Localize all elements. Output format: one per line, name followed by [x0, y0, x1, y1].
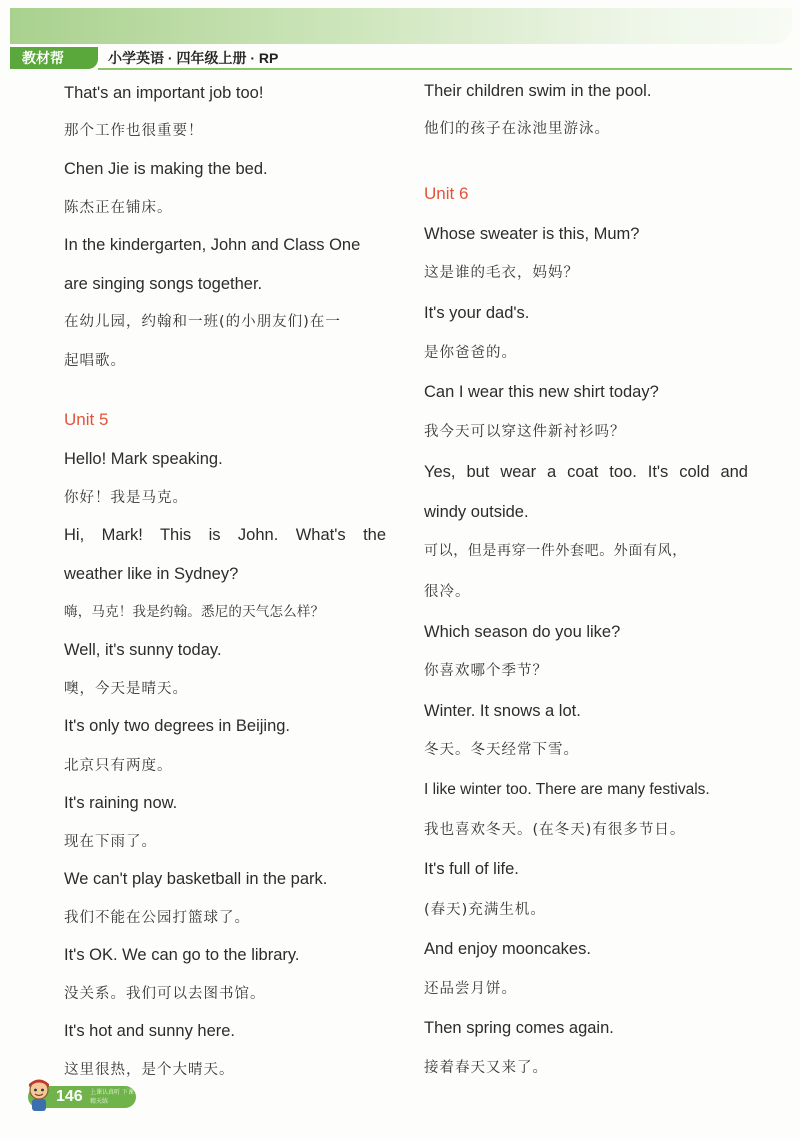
text-line-zh: 还品尝月饼。 — [424, 981, 517, 997]
text-line-zh: 我也喜欢冬天。(在冬天)有很多节日。 — [424, 822, 686, 838]
text-line-en: And enjoy mooncakes. — [424, 940, 591, 958]
text-line-zh: 你好！我是马克。 — [64, 490, 188, 506]
text-line-zh: 这里很热，是个大晴天。 — [64, 1062, 235, 1078]
text-line-zh: 那个工作也很重要！ — [64, 123, 204, 139]
text-line-en: I like winter too. There are many festivals. — [424, 781, 710, 798]
text-line-zh: 嗨，马克！我是约翰。悉尼的天气怎么样？ — [64, 604, 325, 620]
text-line-en: Which season do you like? — [424, 623, 621, 641]
text-line-zh: 没关系。我们可以去图书馆。 — [64, 986, 266, 1002]
text-line-zh: 噢，今天是晴天。 — [64, 681, 188, 697]
text-line-zh: 很冷。 — [424, 584, 471, 600]
text-line-en: Can I wear this new shirt today? — [424, 383, 659, 401]
text-line-zh: 我们不能在公园打篮球了。 — [64, 910, 250, 926]
text-line-zh: 接着春天又来了。 — [424, 1060, 548, 1076]
page-tagline: 上课认真听 下课精天练 — [90, 1089, 134, 1105]
text-line-en: weather like in Sydney? — [64, 565, 239, 583]
text-line-zh: 可以，但是再穿一件外套吧。外面有风， — [424, 543, 687, 559]
text-line-en: Hi, Mark! This is John. What's the — [64, 526, 386, 544]
text-line-zh: 陈杰正在铺床。 — [64, 200, 173, 216]
text-line-en: Winter. It snows a lot. — [424, 702, 581, 720]
text-line-en: It's your dad's. — [424, 304, 530, 322]
text-line-en: Whose sweater is this, Mum? — [424, 225, 640, 243]
text-line-en: It's only two degrees in Beijing. — [64, 717, 291, 735]
text-line-zh: 冬天。冬天经常下雪。 — [424, 742, 579, 758]
text-line-zh: 现在下雨了。 — [64, 834, 157, 850]
text-line-zh: (春天)充满生机。 — [424, 902, 546, 918]
text-line-en: It's full of life. — [424, 860, 519, 878]
text-line-en: That's an important job too! — [64, 84, 264, 102]
text-line-en: We can't play basketball in the park. — [64, 870, 328, 888]
text-line-zh: 起唱歌。 — [64, 353, 126, 369]
brand-label: 教材帮 — [10, 47, 98, 69]
text-line-en: Hello! Mark speaking. — [64, 450, 223, 468]
text-line-zh: 你喜欢哪个季节？ — [424, 663, 548, 679]
text-line-zh: 是你爸爸的。 — [424, 345, 517, 361]
text-line-en: Yes, but wear a coat too. It's cold and — [424, 463, 748, 481]
text-line-zh: 他们的孩子在泳池里游泳。 — [424, 121, 610, 137]
text-line-en: Chen Jie is making the bed. — [64, 160, 268, 178]
text-line-en: It's raining now. — [64, 794, 178, 812]
header-divider — [98, 68, 792, 70]
text-line-en: It's OK. We can go to the library. — [64, 946, 300, 964]
unit-heading: Unit 6 — [424, 184, 469, 203]
text-line-en: are singing songs together. — [64, 275, 263, 293]
text-line-en: In the kindergarten, John and Class One — [64, 236, 361, 254]
text-line-en: It's hot and sunny here. — [64, 1022, 236, 1040]
text-line-zh: 在幼儿园，约翰和一班(的小朋友们)在一 — [64, 314, 341, 330]
text-line-zh: 我今天可以穿这件新衬衫吗？ — [424, 424, 626, 440]
header-band — [10, 8, 792, 44]
mascot-icon — [24, 1078, 54, 1112]
text-line-en: Then spring comes again. — [424, 1019, 614, 1037]
text-line-en: windy outside. — [424, 503, 529, 521]
text-line-zh: 北京只有两度。 — [64, 758, 173, 774]
unit-heading: Unit 5 — [64, 410, 109, 429]
text-line-en: Well, it's sunny today. — [64, 641, 222, 659]
text-line-zh: 这是谁的毛衣，妈妈？ — [424, 265, 579, 281]
page-number: 146 — [56, 1088, 83, 1105]
text-line-en: Their children swim in the pool. — [424, 82, 652, 100]
book-subtitle: 小学英语 · 四年级上册 · RP — [108, 50, 279, 66]
